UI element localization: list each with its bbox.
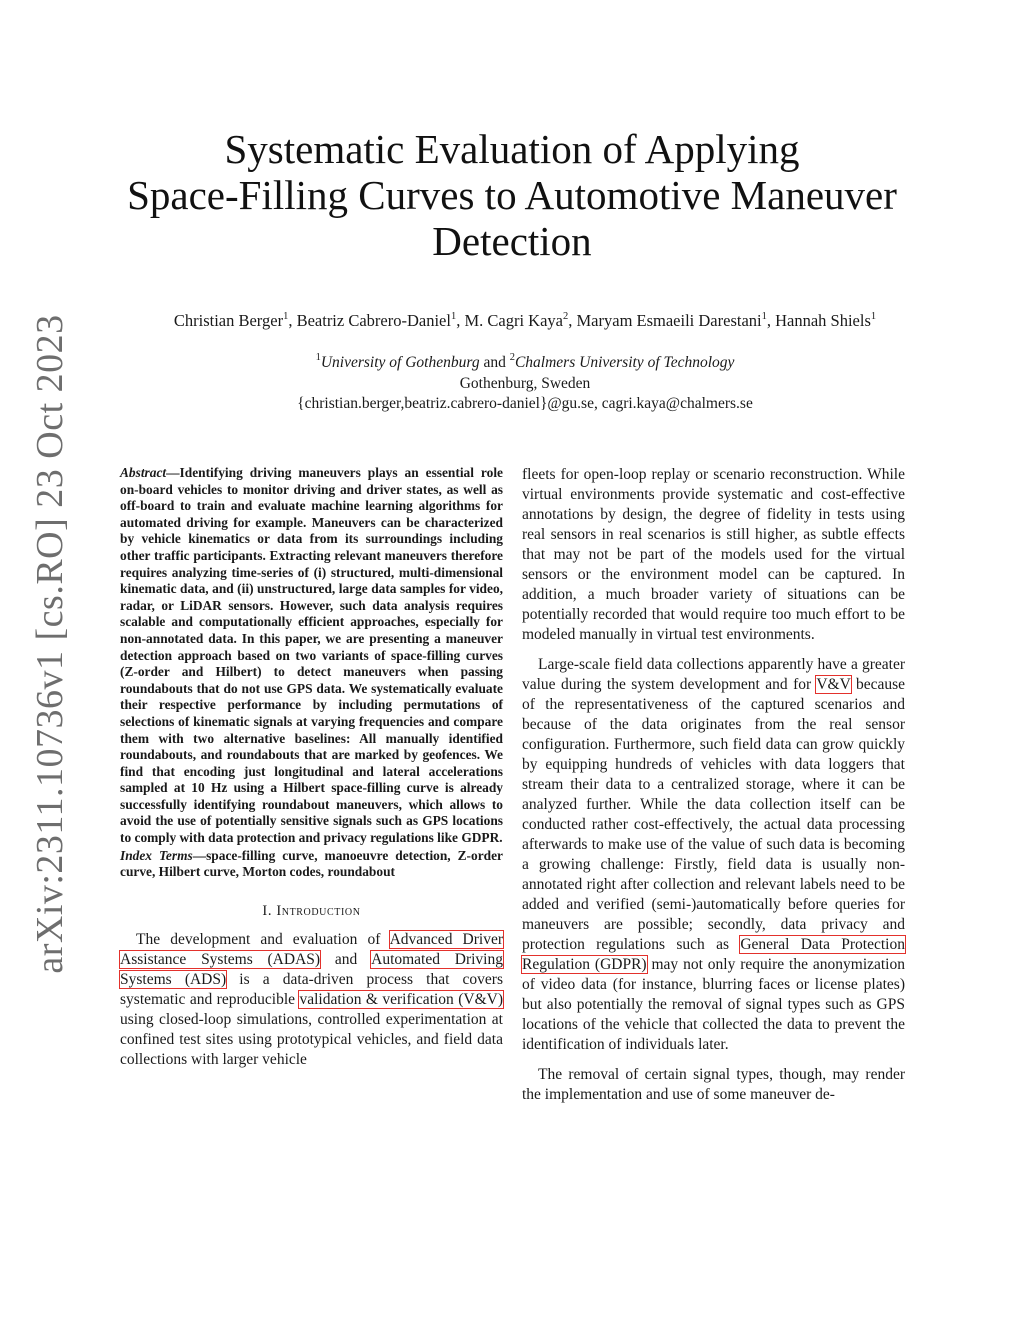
right-column: [522, 465, 905, 1115]
acronym-link-adas[interactable]: Advanced Driver Assistance Systems (ADAS): [120, 930, 503, 968]
index-terms: [120, 848, 503, 881]
paragraph: The removal of certain signal types, though, may render the implementation and use of some maneuver de-: [522, 1066, 905, 1103]
index-terms-label: Index Terms: [120, 847, 193, 863]
paragraph: Large-scale field data collections apparently have a greater value during the system development and for V&V because of the representativeness of the captured scenarios and because of the data originates from the real sensor configuration. Furthermore, such field data can grow quickly by equipping hundreds of vehicles with data loggers that stream their data to a centralized storage, where it can be analyzed further. While the data collection itself can be conducted rather cost-effectively, the actual data processing afterwards to make use of the value of such data is becoming a growing challenge: Firstly, field data is usually non-annotated right after collection and relevant labels need to be added and verified (semi-)automatically before queries for maneuvers are possible; secondly, data privacy and protection regulations such as General Data Protection Regulation (GDPR) may not only require the anonymization of video data (for instance, blurring faces or license plates) but also potentially the removal of signal types such as GPS locations of the vehicle that collected the data to prevent the identification of individuals later.: [522, 656, 905, 1053]
author-affil-mark: 1: [761, 310, 767, 322]
author-list: Christian Berger$^1$, Beatriz Cabrero-Daniel$^1$, M. Cagri Kaya$^2$, Maryam Esmaeili Darestani$^1$, Hannah Shiels$^1$: [173, 310, 877, 330]
abstract-label: Abstract: [120, 465, 167, 480]
arxiv-identifier: arXiv:2311.10736v1 [cs.RO] 23 Oct 2023: [29, 314, 71, 974]
title-line-2: Space-Filling Curves to Automotive Maneuver: [127, 172, 897, 218]
author-affil-mark: 2: [563, 310, 569, 322]
author-name: M. Cagri Kaya: [464, 311, 563, 330]
introduction-body: [120, 930, 503, 1070]
author-affil-mark: 1: [450, 310, 457, 322]
author-name: Maryam Esmaeili Darestani: [576, 311, 762, 330]
acronym-link-gdpr[interactable]: General Data Protection Regulation (GDPR): [522, 936, 905, 973]
affiliations: [0, 353, 1024, 415]
author-name: Christian Berger: [173, 311, 284, 330]
title-line-1: Systematic Evaluation of Applying: [224, 126, 800, 172]
affiliation-line: $^1$University of Gothenburg and $^2$Chalmers University of Technology: [315, 351, 735, 371]
author-affil-mark: 1: [283, 310, 289, 322]
left-column: [120, 465, 503, 1080]
abstract: [120, 465, 503, 847]
acronym-link-vv[interactable]: V&V: [816, 676, 851, 693]
index-terms-text: —space-filling curve, manoeuvre detection, Z-order curve, Hilbert curve, Morton codes, roundabout: [120, 847, 503, 880]
author-emails: {christian.berger,beatriz.cabrero-daniel}@gu.se, cagri.kaya@chalmers.se: [297, 395, 753, 412]
author-affil-mark: 1: [870, 310, 877, 322]
acronym-link-ads[interactable]: Automated Driving Systems (ADS): [120, 950, 503, 988]
university-1: University of Gothenburg: [320, 354, 480, 371]
section-heading-introduction: I. Introduction: [262, 902, 361, 919]
paragraph: The development and evaluation of Advanced Driver Assistance Systems (ADAS) and Automated Driving Systems (ADS) is a data-driven process that covers systematic and reproducible validation & verification (V&V) using closed-loop simulations, controlled experimentation at confined test sites using prototypical vehicles, and field data collections with larger vehicle: [120, 930, 504, 1068]
title-line-3: Detection: [432, 218, 592, 264]
author-name: Beatriz Cabrero-Daniel: [296, 311, 451, 330]
abstract-text: —Identifying driving maneuvers plays an essential role on-board vehicles to monitor driving and driver states, as well as off-board to train and evaluate machine learning algorithms for automated driving for example. Maneuvers can be characterized by vehicle kinematics or data from its surroundings including other traffic participants. Extracting relevant maneuvers therefore requires analyzing time-series of (i) structured, multi-dimensional kinematic data, and (ii) unstructured, large data samples for video, radar, or LiDAR sensors. However, such data analysis requires scalable and computationally efficient approaches, especially for non-annotated data. In this paper, we are presenting a maneuver detection approach based on two variants of space-filling curves (Z-order and Hilbert) to detect maneuvers when passing roundabouts that do not use GPS data. We systematically evaluate their respective performance by including permutations of selections of kinematic signals at varying frequencies and compare them with two alternative baselines: All manually identified roundabouts, and roundabouts that are marked by geofences. We find that encoding just longitudinal and lateral accelerations sampled at 10 Hz using a Hilbert space-filling curve is already successfully identifying roundabout maneuvers, which allows to avoid the use of potentially sensitive signals such as GPS locations to comply with data protection and privacy regulations like GDPR.: [120, 465, 503, 846]
affiliation-city: Gothenburg, Sweden: [459, 374, 591, 392]
acronym-link-vv[interactable]: validation & verification (V&V): [299, 990, 504, 1008]
university-2: Chalmers University of Technology: [514, 354, 735, 371]
paragraph: fleets for open-loop replay or scenario reconstruction. While virtual environments provide systematic and cost-effective annotations by design, the degree of fidelity in tests using real sensors in real scenarios is still higher, as subtle effects that may not be part of the models used for the virtual sensors or the environment model can be captured. In addition, a much broader variety of situations can be potentially recorded that would require too much effort to be modeled manually in virtual test environments.: [522, 466, 905, 643]
paper-title: [0, 126, 1024, 264]
author-name: Hannah Shiels: [775, 311, 871, 330]
